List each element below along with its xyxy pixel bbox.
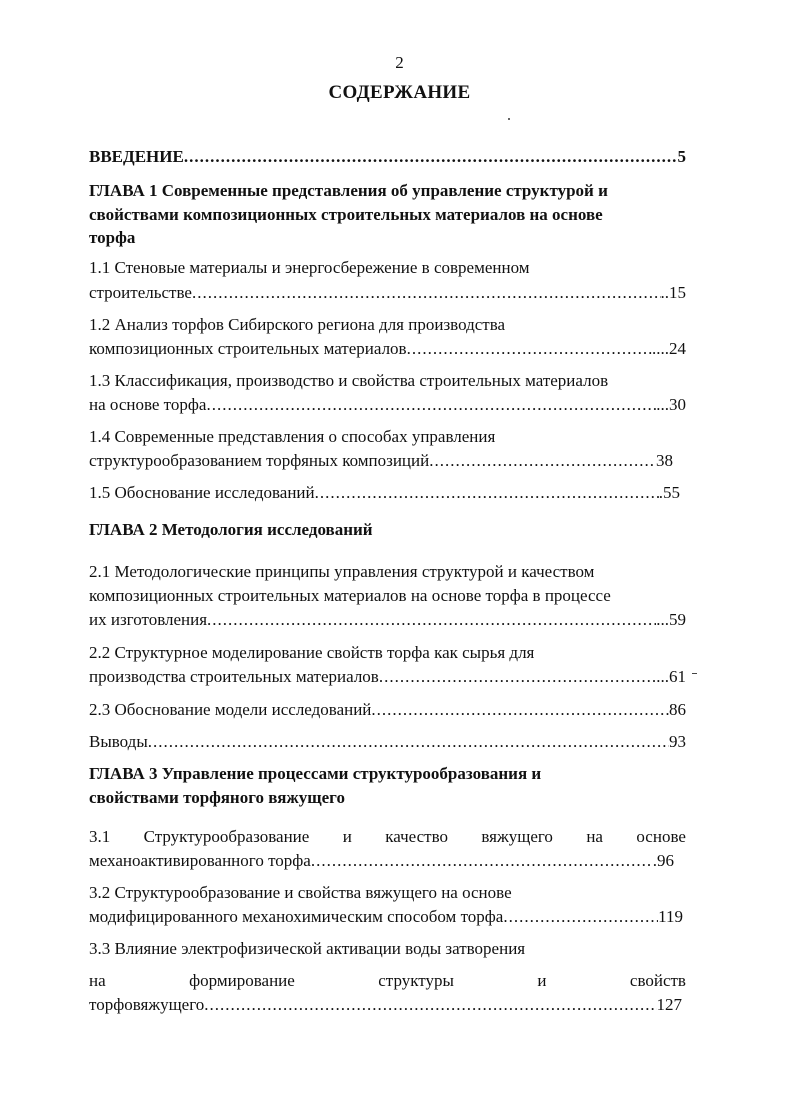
toc-entry-3-1-line1[interactable] <box>89 825 686 849</box>
toc-entry-1-2[interactable] <box>89 337 686 361</box>
toc-entry-3-3-line1[interactable]: 3.3 Влияние электрофизической активации воды затворения <box>89 939 526 958</box>
toc-word: основе <box>636 827 686 846</box>
toc-entry-label: строительстве <box>89 283 192 302</box>
scan-speck <box>508 118 510 120</box>
toc-entry-1-4[interactable] <box>89 449 673 473</box>
toc-entry-2-3[interactable] <box>89 698 686 722</box>
leader-dots <box>315 481 659 505</box>
toc-page-number: 93 <box>669 732 686 751</box>
toc-entry-1-5[interactable] <box>89 481 680 505</box>
page-number: 2 <box>395 53 404 72</box>
leader-dots <box>207 608 656 632</box>
toc-word: свойств <box>629 971 686 990</box>
toc-entry-label: композиционных строительных материалов <box>89 339 407 358</box>
toc-page-number: 38 <box>656 451 673 470</box>
toc-entry-label: на основе торфа <box>89 395 207 414</box>
leader-dots <box>148 730 669 754</box>
leader-dots <box>184 145 678 169</box>
toc-word: структуры <box>378 971 454 990</box>
toc-entry-label: ВВЕДЕНИЕ <box>89 147 184 166</box>
toc-entry-3-3[interactable] <box>89 993 682 1017</box>
page-title: СОДЕРЖАНИЕ <box>328 82 471 103</box>
toc-page-number: 127 <box>656 995 682 1014</box>
leader-dots <box>407 337 652 361</box>
toc-page-number: 119 <box>658 907 683 926</box>
toc-entry-conclusions[interactable] <box>89 730 686 754</box>
chapter-1-heading-line: торфа <box>89 228 136 247</box>
toc-entry-1-1[interactable] <box>89 281 686 305</box>
toc-page-number: .96 <box>652 851 674 870</box>
toc-word: качество <box>385 827 448 846</box>
toc-entry-label: модифицированного механохимическим способом торфа <box>89 907 504 926</box>
chapter-1-heading-line: свойствами композиционных строительных материалов на основе <box>89 205 603 224</box>
leader-dots <box>379 665 656 689</box>
toc-page-number: .55 <box>658 483 680 502</box>
toc-entry-introduction[interactable] <box>89 145 686 169</box>
toc-entry-2-1[interactable] <box>89 608 686 632</box>
toc-word: и <box>537 971 547 990</box>
toc-entry-label: их изготовления <box>89 610 208 629</box>
toc-word: вяжущего <box>481 827 553 846</box>
leader-dots <box>429 449 656 473</box>
toc-page-number: 5 <box>677 147 686 166</box>
chapter-3-heading-line: ГЛАВА 3 Управление процессами структурообразования и <box>89 764 542 783</box>
toc-page-number: ...61 <box>656 667 686 686</box>
toc-page-number: 86 <box>669 700 686 719</box>
toc-word: формирование <box>189 971 295 990</box>
toc-entry-3-3-line2[interactable] <box>89 969 686 993</box>
toc-entry-2-1-line2[interactable]: композиционных строительных материалов на основе торфа в процессе <box>89 586 611 605</box>
toc-word: и <box>342 827 352 846</box>
toc-page-number: ....24 <box>652 339 686 358</box>
toc-entry-label: 2.3 Обоснование модели исследований <box>89 700 372 719</box>
toc-entry-3-1[interactable] <box>89 849 674 873</box>
toc-entry-2-2[interactable] <box>89 665 686 689</box>
toc-word: на <box>586 827 603 846</box>
leader-dots <box>204 993 656 1017</box>
leader-dots <box>311 849 653 873</box>
chapter-1-heading-line: ГЛАВА 1 Современные представления об управление структурой и <box>89 181 608 200</box>
toc-entry-2-2-line1[interactable]: 2.2 Структурное моделирование свойств торфа как сырья для <box>89 643 535 662</box>
toc-entry-1-3[interactable] <box>89 393 686 417</box>
toc-word: 3.1 <box>89 827 111 846</box>
leader-dots <box>371 698 669 722</box>
toc-entry-label: производства строительных материалов <box>89 667 379 686</box>
chapter-2-heading: ГЛАВА 2 Методология исследований <box>89 520 373 539</box>
toc-entry-2-1-line1[interactable]: 2.1 Методологические принципы управления структурой и качеством <box>89 562 595 581</box>
toc-word: Структурообразование <box>143 827 310 846</box>
toc-entry-label: структурообразованием торфяных композиций <box>89 451 430 470</box>
toc-entry-3-2-line1[interactable]: 3.2 Структурообразование и свойства вяжущего на основе <box>89 883 512 902</box>
chapter-3-heading-line: свойствами торфяного вяжущего <box>89 788 345 807</box>
leader-dots <box>206 393 656 417</box>
toc-entry-label: торфовяжущего <box>89 995 205 1014</box>
toc-entry-label: 1.5 Обоснование исследований <box>89 483 315 502</box>
leader-dots <box>192 281 661 305</box>
toc-entry-label: механоактивированного торфа <box>89 851 311 870</box>
toc-word: на <box>89 971 106 990</box>
toc-entry-1-3-line1[interactable]: 1.3 Классификация, производство и свойства строительных материалов <box>89 371 609 390</box>
toc-page-number: ...30 <box>656 395 686 414</box>
toc-page-number: ...59 <box>656 610 686 629</box>
toc-entry-1-1-line1[interactable]: 1.1 Стеновые материалы и энергосбережение в современном <box>89 258 530 277</box>
leader-dots <box>503 905 658 929</box>
toc-page-number: ..15 <box>660 283 686 302</box>
toc-entry-3-2[interactable] <box>89 905 683 929</box>
toc-entry-1-2-line1[interactable]: 1.2 Анализ торфов Сибирского региона для производства <box>89 315 506 334</box>
toc-entry-label: Выводы <box>89 732 148 751</box>
scan-mark <box>692 673 697 674</box>
toc-entry-1-4-line1[interactable]: 1.4 Современные представления о способах управления <box>89 427 496 446</box>
